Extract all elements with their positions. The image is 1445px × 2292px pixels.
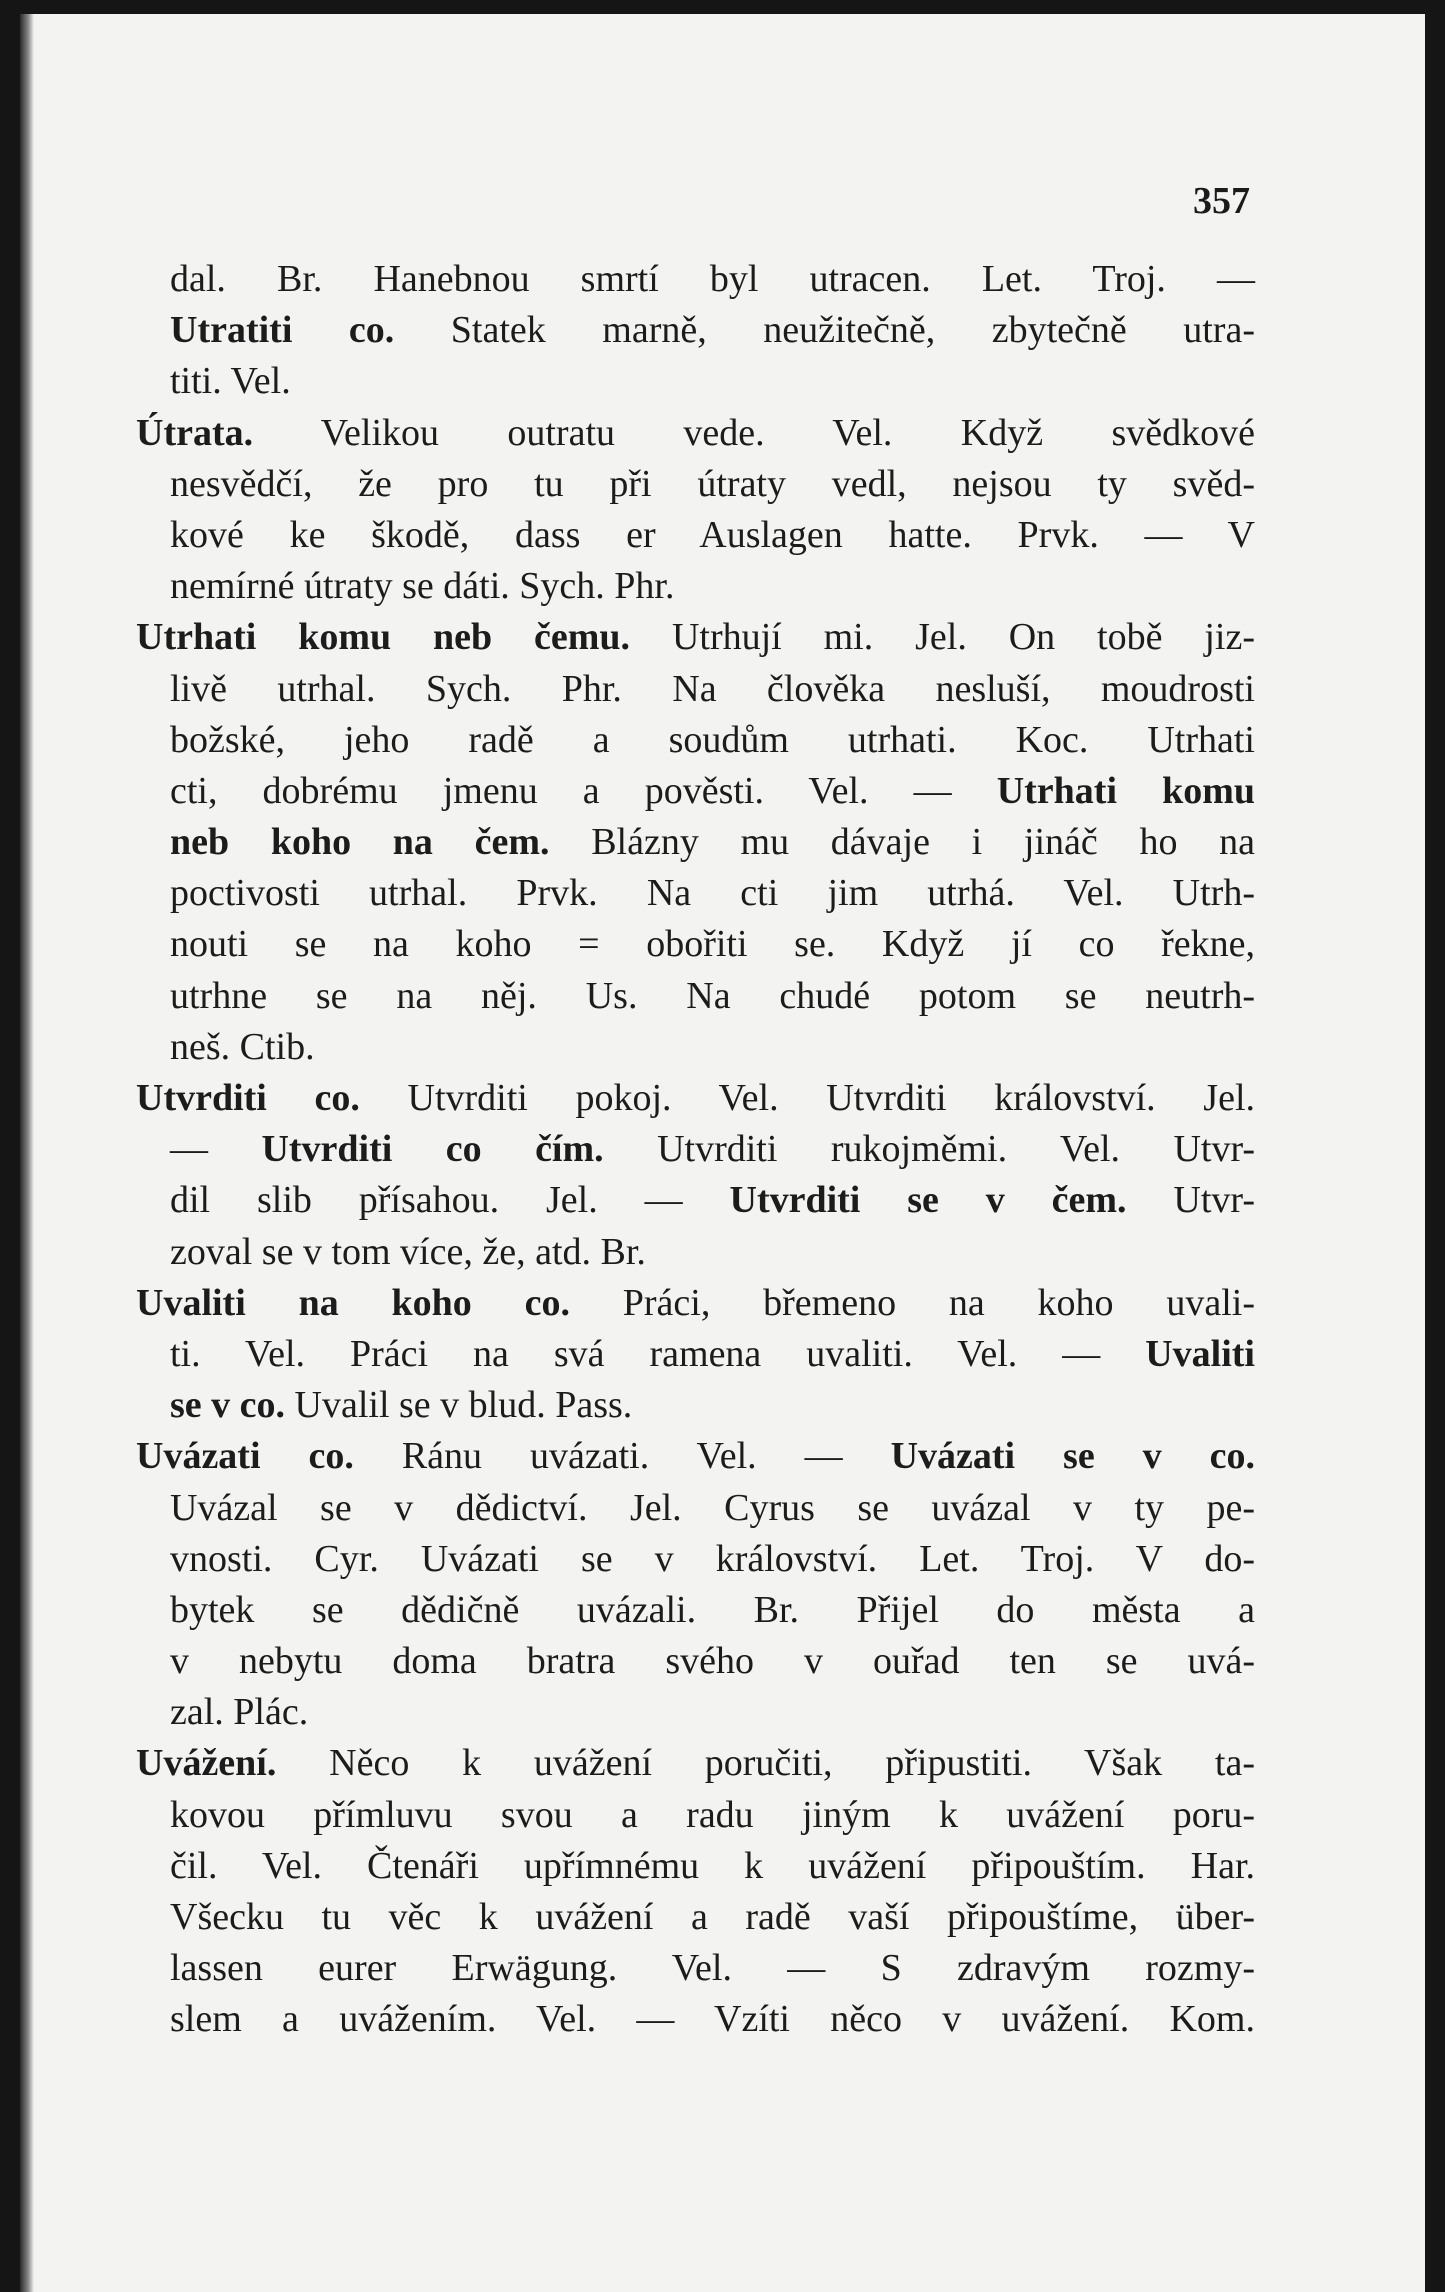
text-line: Všecku tu věc k uvážení a radě vaší připouštíme, über- (170, 1896, 1255, 1938)
text-line: Utvrditi co. Utvrditi pokoj. Vel. Utvrditi království. Jel. (136, 1077, 1256, 1119)
text-line: Utrhati komu neb čemu. Utrhují mi. Jel. On tobě jiz- (136, 616, 1255, 659)
headword: Uvaliti na koho co. (136, 1281, 570, 1324)
text-line: Uvážení. Něco k uvážení poručiti, připustiti. Však ta- (136, 1742, 1255, 1785)
headword: Utratiti co. (170, 309, 395, 352)
text-line: Útrata. Velikou outratu vede. Vel. Když svědkové (136, 411, 1255, 454)
headword: Utrhati komu (996, 769, 1255, 812)
text-line: se v co. Uvalil se v blud. Pass. (170, 1384, 633, 1427)
text-line: poctivosti utrhal. Prvk. Na cti jim utrhá. Vel. Utrh- (170, 872, 1255, 915)
headword: Utvrditi co čím. (261, 1128, 604, 1171)
page-edge-shadow (20, 14, 34, 2292)
text-line: cti, dobrému jmenu a pověsti. Vel. — Utrhati komu (170, 769, 1255, 812)
page-number: 357 (1193, 180, 1250, 222)
text-line: livě utrhal. Sych. Phr. Na člověka nesluší, moudrosti (170, 667, 1255, 710)
text-line: v nebytu doma bratra svého v ouřad ten se uvá- (170, 1640, 1255, 1683)
dictionary-text (136, 254, 1256, 2046)
text-line: titi. Vel. (170, 360, 291, 403)
text-line: čil. Vel. Čtenáři upřímnému k uvážení připouštím. Har. (170, 1844, 1255, 1887)
headword: Uvážení. (136, 1742, 277, 1785)
text-line: neb koho na čem. Blázny mu dávaje i jináč ho na (170, 821, 1256, 864)
text-line: ti. Vel. Práci na svá ramena uvaliti. Vel. — Uvaliti (170, 1332, 1255, 1375)
text-line: Uvázal se v dědictví. Jel. Cyrus se uvázal v ty pe- (170, 1486, 1255, 1529)
text-line: Uvaliti na koho co. Práci, břemeno na koho uvali- (136, 1281, 1255, 1324)
headword: Útrata. (136, 411, 254, 454)
text-line: bytek se dědičně uvázali. Br. Přijel do města a (170, 1588, 1255, 1631)
text-line: nemírné útraty se dáti. Sych. Phr. (170, 565, 675, 608)
text-line: — Utvrditi co čím. Utvrditi rukojměmi. Vel. Utvr- (170, 1128, 1256, 1171)
text-line: lassen eurer Erwägung. Vel. — S zdravým rozmy- (170, 1947, 1255, 1990)
book-page (20, 14, 1425, 2292)
headword: neb koho na čem. (170, 821, 550, 864)
text-line: Uvázati co. Ránu uvázati. Vel. — Uvázati se v co. (136, 1435, 1255, 1478)
headword: se v co. (170, 1384, 286, 1427)
headword: Uvaliti (1145, 1332, 1255, 1375)
text-line: dil slib přísahou. Jel. — Utvrditi se v čem. Utvr- (170, 1179, 1255, 1222)
text-line: nouti se na koho = obořiti se. Když jí co řekne, (170, 923, 1255, 966)
headword: Utvrditi se v čem. (729, 1179, 1127, 1222)
text-line: zoval se v tom více, že, atd. Br. (170, 1230, 646, 1273)
text-line: Utratiti co. Statek marně, neužitečně, zbytečně utra- (170, 309, 1255, 352)
text-line: nesvědčí, že pro tu při útraty vedl, nejsou ty svěd- (170, 462, 1255, 505)
headword: Utvrditi co. (136, 1077, 360, 1119)
text-line: zal. Pláс. (170, 1691, 309, 1734)
text-line: utrhne se na něj. Us. Na chudé potom se neutrh- (170, 974, 1255, 1017)
headword: Uvázati co. (136, 1435, 354, 1478)
text-line: dal. Br. Hanebnou smrtí byl utracen. Let. Troj. — (170, 258, 1255, 300)
headword: Utrhati komu neb čemu. (136, 616, 631, 659)
text-line: vnosti. Cyr. Uvázati se v království. Let. Troj. V do- (170, 1537, 1255, 1580)
headword: Uvázati se v co. (890, 1435, 1255, 1478)
text-line: neš. Ctib. (170, 1025, 315, 1068)
text-line: slem a uvážením. Vel. — Vzíti něco v uvážení. Kom. (170, 1998, 1255, 2041)
text-line: kové ke škodě, dass er Auslagen hatte. Prvk. — V (170, 513, 1255, 556)
text-line: kovou přímluvu svou a radu jiným k uvážení poru- (170, 1793, 1255, 1836)
text-line: božské, jeho radě a soudům utrhati. Koc. Utrhati (170, 718, 1255, 761)
